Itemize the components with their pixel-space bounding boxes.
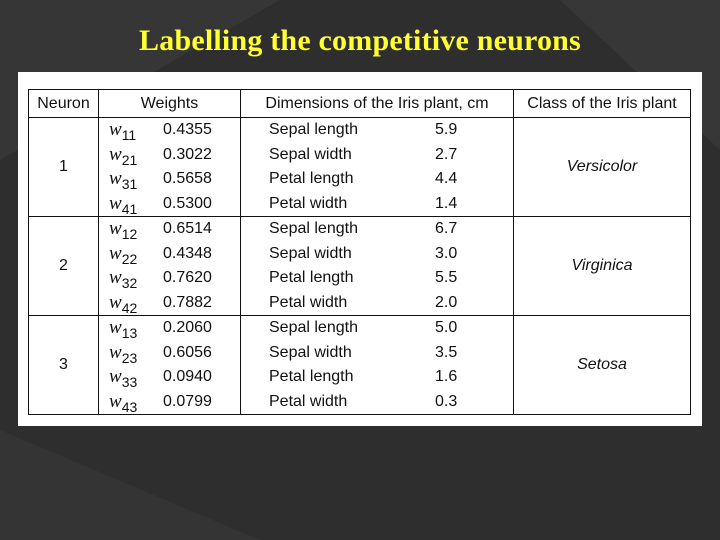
weight-value: 0.4355: [163, 121, 212, 138]
weight-symbol: [109, 365, 137, 390]
weight-symbol: [109, 192, 137, 217]
weight-symbol-letter: w: [109, 390, 122, 412]
neuron-number: 2: [29, 217, 99, 316]
weight-symbol: [109, 341, 137, 366]
weight-entry: [99, 143, 240, 168]
dimension-value: 3.0: [435, 244, 458, 262]
dimensions-cell: [241, 217, 514, 316]
weight-value: 0.6514: [163, 220, 212, 237]
weight-value: 0.2060: [163, 319, 212, 336]
weight-symbol: [109, 167, 137, 192]
neuron-number: 3: [29, 316, 99, 415]
weight-value: 0.0940: [163, 368, 212, 385]
dimension-entry: [241, 316, 513, 341]
dimension-entry: [241, 217, 513, 242]
dimension-entry: [241, 242, 513, 267]
dimension-value: 5.0: [435, 319, 458, 336]
weight-index: 42: [121, 299, 138, 316]
weights-list: [99, 316, 240, 414]
dimension-entry: [241, 390, 513, 415]
dimension-name: Petal width: [269, 194, 348, 212]
iris-class: Setosa: [514, 316, 691, 415]
dimension-name: Sepal length: [269, 319, 358, 336]
weight-symbol-letter: w: [109, 168, 122, 189]
weight-entry: [99, 365, 240, 390]
weights-cell: [99, 118, 241, 217]
dimension-value: 2.7: [435, 145, 458, 163]
weight-value: 0.7620: [163, 269, 212, 286]
weight-symbol-letter: w: [109, 366, 122, 387]
weight-index: 21: [121, 151, 138, 168]
dimension-name: Petal length: [269, 170, 354, 187]
weight-entry: [99, 167, 240, 192]
weight-symbol-letter: w: [109, 192, 122, 214]
dimension-name: Petal length: [269, 269, 354, 286]
weight-entry: [99, 291, 240, 316]
weight-entry: [99, 242, 240, 267]
weight-index: 32: [121, 275, 138, 291]
weight-entry: [99, 390, 240, 415]
dimension-name: Sepal length: [269, 121, 358, 138]
weight-value: 0.5300: [163, 194, 212, 212]
weight-symbol: [109, 316, 137, 341]
weight-symbol-letter: w: [109, 267, 122, 288]
dimension-name: Petal length: [269, 368, 354, 385]
weight-symbol-letter: w: [109, 242, 122, 264]
dimensions-list: [241, 316, 513, 414]
dimension-value: 5.9: [435, 121, 458, 138]
dimension-entry: [241, 167, 513, 192]
weight-symbol-letter: w: [109, 119, 122, 140]
dimensions-list: [241, 217, 513, 315]
dimension-entry: [241, 291, 513, 316]
iris-table: [28, 89, 691, 415]
weight-index: 31: [121, 176, 138, 192]
dimension-name: Petal width: [269, 293, 348, 311]
weight-value: 0.3022: [163, 145, 212, 163]
weight-value: 0.7882: [163, 293, 212, 311]
table-row: [29, 316, 691, 415]
weights-list: [99, 217, 240, 315]
dimension-entry: [241, 365, 513, 390]
dimensions-cell: [241, 118, 514, 217]
weight-value: 0.4348: [163, 244, 212, 262]
dimension-entry: [241, 118, 513, 143]
weight-index: 22: [121, 250, 138, 267]
weight-symbol-letter: w: [109, 218, 122, 239]
weight-index: 12: [121, 226, 138, 242]
header-row: [29, 90, 691, 118]
weight-symbol-letter: w: [109, 291, 122, 313]
table-body: [29, 118, 691, 415]
dimensions-list: [241, 118, 513, 216]
dimension-name: Sepal width: [269, 343, 352, 361]
weight-value: 0.5658: [163, 170, 212, 187]
dimension-name: Petal width: [269, 392, 348, 410]
weight-symbol: [109, 266, 137, 291]
table-row: [29, 217, 691, 316]
dimension-value: 5.5: [435, 269, 458, 286]
slide-title: Labelling the competitive neurons: [139, 24, 581, 57]
weight-entry: [99, 192, 240, 217]
neuron-number: 1: [29, 118, 99, 217]
header-dimensions: Dimensions of the Iris plant, cm: [241, 90, 514, 118]
dimension-value: 3.5: [435, 343, 458, 361]
header-weights: Weights: [99, 90, 241, 118]
dimension-entry: [241, 143, 513, 168]
dimension-value: 4.4: [435, 170, 458, 187]
header-class: Class of the Iris plant: [514, 90, 691, 118]
weight-symbol: [109, 242, 137, 267]
weight-entry: [99, 316, 240, 341]
iris-class: Virginica: [514, 217, 691, 316]
weight-entry: [99, 217, 240, 242]
dimension-entry: [241, 341, 513, 366]
header-neuron: Neuron: [29, 90, 99, 118]
weight-symbol-letter: w: [109, 143, 122, 165]
weights-cell: [99, 316, 241, 415]
weight-entry: [99, 341, 240, 366]
dimension-entry: [241, 266, 513, 291]
dimension-value: 0.3: [435, 392, 458, 410]
weight-symbol: [109, 291, 137, 316]
weight-symbol: [109, 143, 137, 168]
table-panel: [18, 72, 702, 426]
dimensions-cell: [241, 316, 514, 415]
weight-entry: [99, 266, 240, 291]
dimension-value: 6.7: [435, 220, 458, 237]
weight-index: 33: [121, 374, 138, 390]
weight-value: 0.6056: [163, 343, 212, 361]
weight-index: 13: [121, 325, 138, 341]
weight-symbol-letter: w: [109, 341, 122, 363]
dimension-name: Sepal length: [269, 220, 358, 237]
dimension-value: 1.4: [435, 194, 458, 212]
dimension-value: 2.0: [435, 293, 458, 311]
weight-symbol: [109, 390, 137, 415]
dimension-entry: [241, 192, 513, 217]
weight-symbol-letter: w: [109, 317, 122, 338]
table-row: [29, 118, 691, 217]
weight-index: 43: [121, 398, 138, 415]
dimension-name: Sepal width: [269, 244, 352, 262]
weight-entry: [99, 118, 240, 143]
weight-symbol: [109, 118, 136, 143]
weight-index: 23: [121, 349, 138, 366]
dimension-value: 1.6: [435, 368, 458, 385]
weights-list: [99, 118, 240, 216]
weights-cell: [99, 217, 241, 316]
dimension-name: Sepal width: [269, 145, 352, 163]
weight-symbol: [109, 217, 137, 242]
iris-class: Versicolor: [514, 118, 691, 217]
weight-index: 11: [121, 127, 137, 143]
weight-index: 41: [121, 200, 138, 217]
weight-value: 0.0799: [163, 392, 212, 410]
